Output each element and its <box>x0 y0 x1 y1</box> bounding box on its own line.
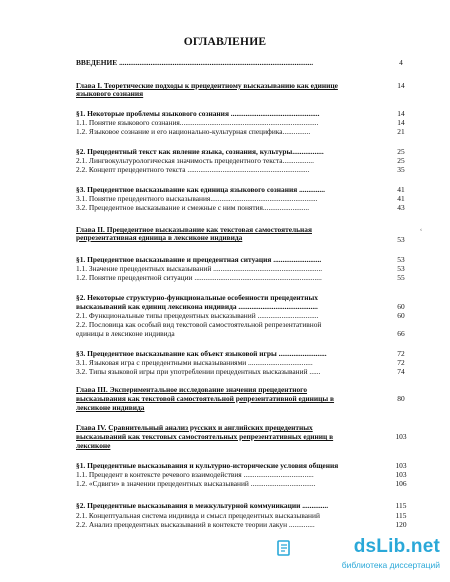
toc-page-number: 21 <box>397 127 405 136</box>
toc-page-number: 115 <box>395 501 407 510</box>
toc-subsection: 3.1. Языковая игра с прецедентными высказываниями ................................... <box>76 358 313 367</box>
toc-page-number: 53 <box>397 255 405 264</box>
toc-subsection: 1.2. Языковое сознание и его национально-культурная специфика............... <box>76 127 311 136</box>
toc-subsection: 1.1. Прецедент в контексте речевого взаимодействия ...................................... <box>76 470 314 479</box>
toc-page-number: 74 <box>397 367 405 376</box>
toc-subsection: единицы в лексиконе индивида <box>76 329 175 338</box>
toc-page-number: 80 <box>397 394 405 403</box>
toc-section: §1. Прецедентное высказывание и прецедентная ситуация .......................... <box>76 255 322 264</box>
toc-subsection: 3.2. Прецедентное высказывание и смежные с ним понятия......................... <box>76 203 310 212</box>
toc-chapter-heading: Глава III. Экспериментальное исследование значения прецедентного <box>76 385 308 394</box>
toc-chapter-heading: Глава II. Прецедентное высказывание как текстовая самостоятельная <box>76 225 312 234</box>
toc-subsection: 2.2. Анализ прецедентных высказываний в контексте теории лакун .............. <box>76 520 315 529</box>
toc-page-number: 41 <box>397 194 405 203</box>
toc-page-number: 103 <box>395 470 407 479</box>
toc-chapter-heading: лексиконе <box>76 441 111 450</box>
toc-section: высказываний как единиц лексикона индивида ........................................... <box>76 302 318 311</box>
toc-page-number: 60 <box>397 302 405 311</box>
toc-page-number: 103 <box>395 461 407 470</box>
toc-subsection: 2.1. Лингвокультурологическая значимость прецедентного текста................. <box>76 156 314 165</box>
toc-subsection: 1.2. Понятие прецедентной ситуации ..................................................................... <box>76 273 322 282</box>
toc-page-number: 60 <box>397 311 405 320</box>
toc-subsection: 2.1. Концептуальная система индивида и смысл прецедентных высказываний <box>76 511 320 520</box>
toc-subsection: 2.2. Пословица как особый вид текстовой самостоятельной репрезентативной <box>76 320 322 329</box>
toc-subsection: 1.1. Понятие языкового сознания........................................................................... <box>76 118 319 127</box>
toc-chapter-heading: языкового сознания <box>76 89 144 98</box>
toc-section: §2. Некоторые структурно-функциональные особенности прецедентных <box>76 293 318 302</box>
toc-subsection: 2.1. Функциональные типы прецедентных высказываний ................................. <box>76 311 319 320</box>
toc-section: §1. Прецедентные высказывания и культурно-исторические условия общения <box>76 461 339 470</box>
toc-page-number: 35 <box>397 165 405 174</box>
toc-chapter-heading: репрезентативная единица в лексиконе индивида <box>76 233 243 242</box>
watermark-logo: dsLib.net <box>353 536 440 557</box>
toc-entry: ВВЕДЕНИЕ ......................................................................................................... <box>76 58 314 67</box>
toc-chapter-heading: высказывания как текстовой самостоятельной репрезентативной единицы в <box>76 394 335 403</box>
toc-section: §2. Прецедентный текст как явление языка, сознания, культуры................. <box>76 147 324 156</box>
toc-page-number: 14 <box>397 109 405 118</box>
toc-section: §1. Некоторые проблемы языкового сознания ................................................ <box>76 109 320 118</box>
toc-subsection: 3.1. Понятие прецедентного высказывания.......................................................... <box>76 194 318 203</box>
toc-subsection: 3.2. Типы языковой игры при употреблении прецедентных высказываний ...... <box>76 367 321 376</box>
toc-page-number: 53 <box>397 235 405 244</box>
toc-page-number: 53 <box>397 264 405 273</box>
watermark <box>290 536 440 576</box>
toc-page-number: 14 <box>397 118 405 127</box>
toc-page-number: 103 <box>395 432 407 441</box>
page-title: ОГЛАВЛЕНИЕ <box>183 36 267 48</box>
toc-page-number: 41 <box>397 185 405 194</box>
watermark-subtitle: библиотека диссертаций <box>341 560 440 570</box>
toc-chapter-heading: Глава I. Теоретические подходы к прецедентному высказыванию как единице <box>76 81 338 90</box>
toc-page-number: 55 <box>397 273 405 282</box>
toc-section: §3. Прецедентное высказывание как объект языковой игры .......................... <box>76 349 327 358</box>
toc-page-number: 120 <box>395 520 407 529</box>
toc-subsection: 1.1. Значение прецедентных высказываний ........................................................... <box>76 264 323 273</box>
toc-page-number: 14 <box>397 81 405 90</box>
toc-section: §3. Прецедентное высказывание как единица языкового сознания .............. <box>76 185 325 194</box>
toc-page-number: 66 <box>397 329 405 338</box>
toc-chapter-heading: лексиконе индивида <box>76 403 145 412</box>
toc-chapter-heading: высказываний как текстовых самостоятельных репрезентативных единиц в <box>76 432 334 441</box>
toc-page-number: 25 <box>397 147 405 156</box>
toc-page-number: 106 <box>395 479 407 488</box>
toc-page-number: 43 <box>397 203 405 212</box>
toc-subsection: 1.2. «Сдвиги» в значении прецедентных высказываний ................................... <box>76 479 316 488</box>
toc-page-number: 72 <box>397 349 405 358</box>
margin-mark: ‹ <box>420 227 422 233</box>
toc-page-number: 115 <box>395 511 407 520</box>
toc-chapter-heading: Глава IV. Сравнительный анализ русских и английских прецедентных <box>76 423 313 432</box>
toc-subsection: 2.2. Концепт прецедентного текста .................................................................. <box>76 165 310 174</box>
toc-section: §2. Прецедентные высказывания в межкультурной коммуникации .............. <box>76 501 329 510</box>
book-icon <box>276 539 292 557</box>
toc-page-number: 25 <box>397 156 405 165</box>
toc-page-number: 4 <box>399 58 403 67</box>
toc-page-number: 72 <box>397 358 405 367</box>
